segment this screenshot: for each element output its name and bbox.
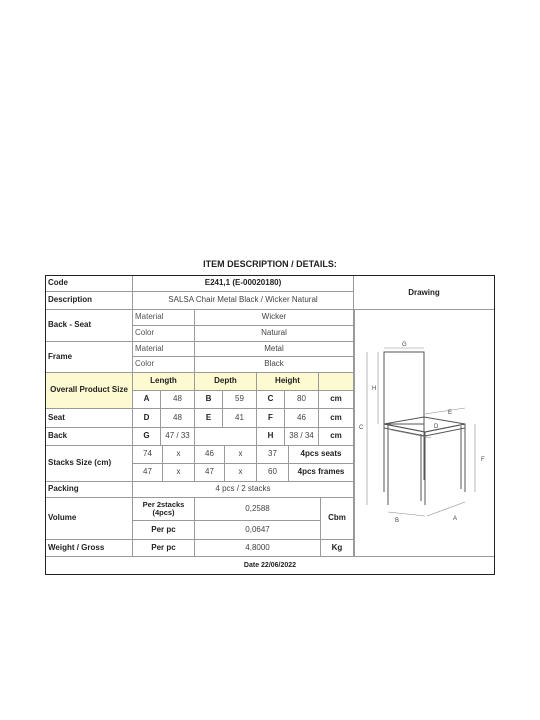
back-seat-material: Wicker [195,310,354,326]
frame-label: Frame [46,342,133,373]
dim-c-value: 80 [285,391,319,409]
packing-label: Packing [46,482,133,498]
spec-table [45,275,495,575]
dim-label-d: D [434,424,439,430]
dim-label-b: B [395,518,400,524]
description-label: Description [46,292,133,310]
stack1-height: 37 [257,446,289,464]
length-header: Length [133,373,195,391]
back-unit: cm [319,428,354,446]
back-label: Back [46,428,133,446]
stack2-note: 4pcs frames [289,464,354,482]
volume-per-pc-label: Per pc [133,521,195,540]
stack2-depth: 47 [195,464,225,482]
back-seat-material-label: Material [133,310,195,326]
code-value: E241,1 (E-00020180) [133,276,354,292]
stack1-note: 4pcs seats [289,446,354,464]
volume-unit: Cbm [321,498,354,540]
chair-drawing [355,310,494,556]
volume-per-stacks-label: Per 2stacks (4pcs) [133,498,195,521]
frame-color: Black [195,357,354,373]
dim-d-letter: D [133,409,161,428]
dim-f-letter: F [257,409,285,428]
dim-label-c: C [359,425,364,431]
frame-color-label: Color [133,357,195,373]
stack2-x1: x [163,464,195,482]
date-label: Date 22/06/2022 [243,562,297,569]
dim-g-letter: G [133,428,161,446]
dim-d-value: 48 [161,409,195,428]
dim-e-value: 41 [223,409,257,428]
stack2-length: 47 [133,464,163,482]
dim-label-h: H [372,386,377,392]
dim-a-value: 48 [161,391,195,409]
weight-label: Weight / Gross [46,540,133,557]
back-blank [195,428,257,446]
depth-header: Depth [195,373,257,391]
weight-unit: Kg [321,540,354,557]
seat-label: Seat [46,409,133,428]
seat-unit: cm [319,409,354,428]
back-seat-color: Natural [195,326,354,342]
back-seat-label: Back - Seat [46,310,133,342]
dim-b-value: 59 [223,391,257,409]
dim-f-value: 46 [285,409,319,428]
overall-unit: cm [319,391,354,409]
dim-e-letter: E [195,409,223,428]
dim-h-letter: H [257,428,285,446]
stacks-label: Stacks Size (cm) [46,446,133,482]
dim-label-a: A [453,516,458,522]
stack1-x2: x [225,446,257,464]
dim-a-letter: A [133,391,161,409]
dim-label-f: F [481,457,485,463]
dim-label-e: E [448,410,453,416]
volume-per-pc-value: 0,0647 [195,521,321,540]
drawing-title: Drawing [354,276,494,310]
stack1-depth: 46 [195,446,225,464]
chair-backrest [384,352,424,424]
frame-material: Metal [195,342,354,357]
stack2-x2: x [225,464,257,482]
volume-per-stacks-value: 0,2588 [195,498,321,521]
overall-size-label: Overall Product Size [46,373,133,409]
height-header: Height [257,373,319,391]
code-label: Code [46,276,133,292]
drawing-area [354,310,494,557]
stack1-x1: x [163,446,195,464]
overall-blank [319,373,354,391]
dim-h-value: 38 / 34 [285,428,319,446]
dim-c-letter: C [257,391,285,409]
stack2-height: 60 [257,464,289,482]
weight-value: 4,8000 [195,540,321,557]
dim-b-letter: B [195,391,223,409]
stack1-length: 74 [133,446,163,464]
frame-material-label: Material [133,342,195,357]
weight-per-pc-label: Per pc [133,540,195,557]
back-seat-color-label: Color [133,326,195,342]
packing-value: 4 pcs / 2 stacks [133,482,354,498]
page-title: ITEM DESCRIPTION / DETAILS: [203,259,337,269]
description-value: SALSA Chair Metal Black / Wicker Natural [133,292,354,310]
dim-g-value: 47 / 33 [161,428,195,446]
dim-label-g: G [402,342,407,348]
volume-label: Volume [46,498,133,540]
